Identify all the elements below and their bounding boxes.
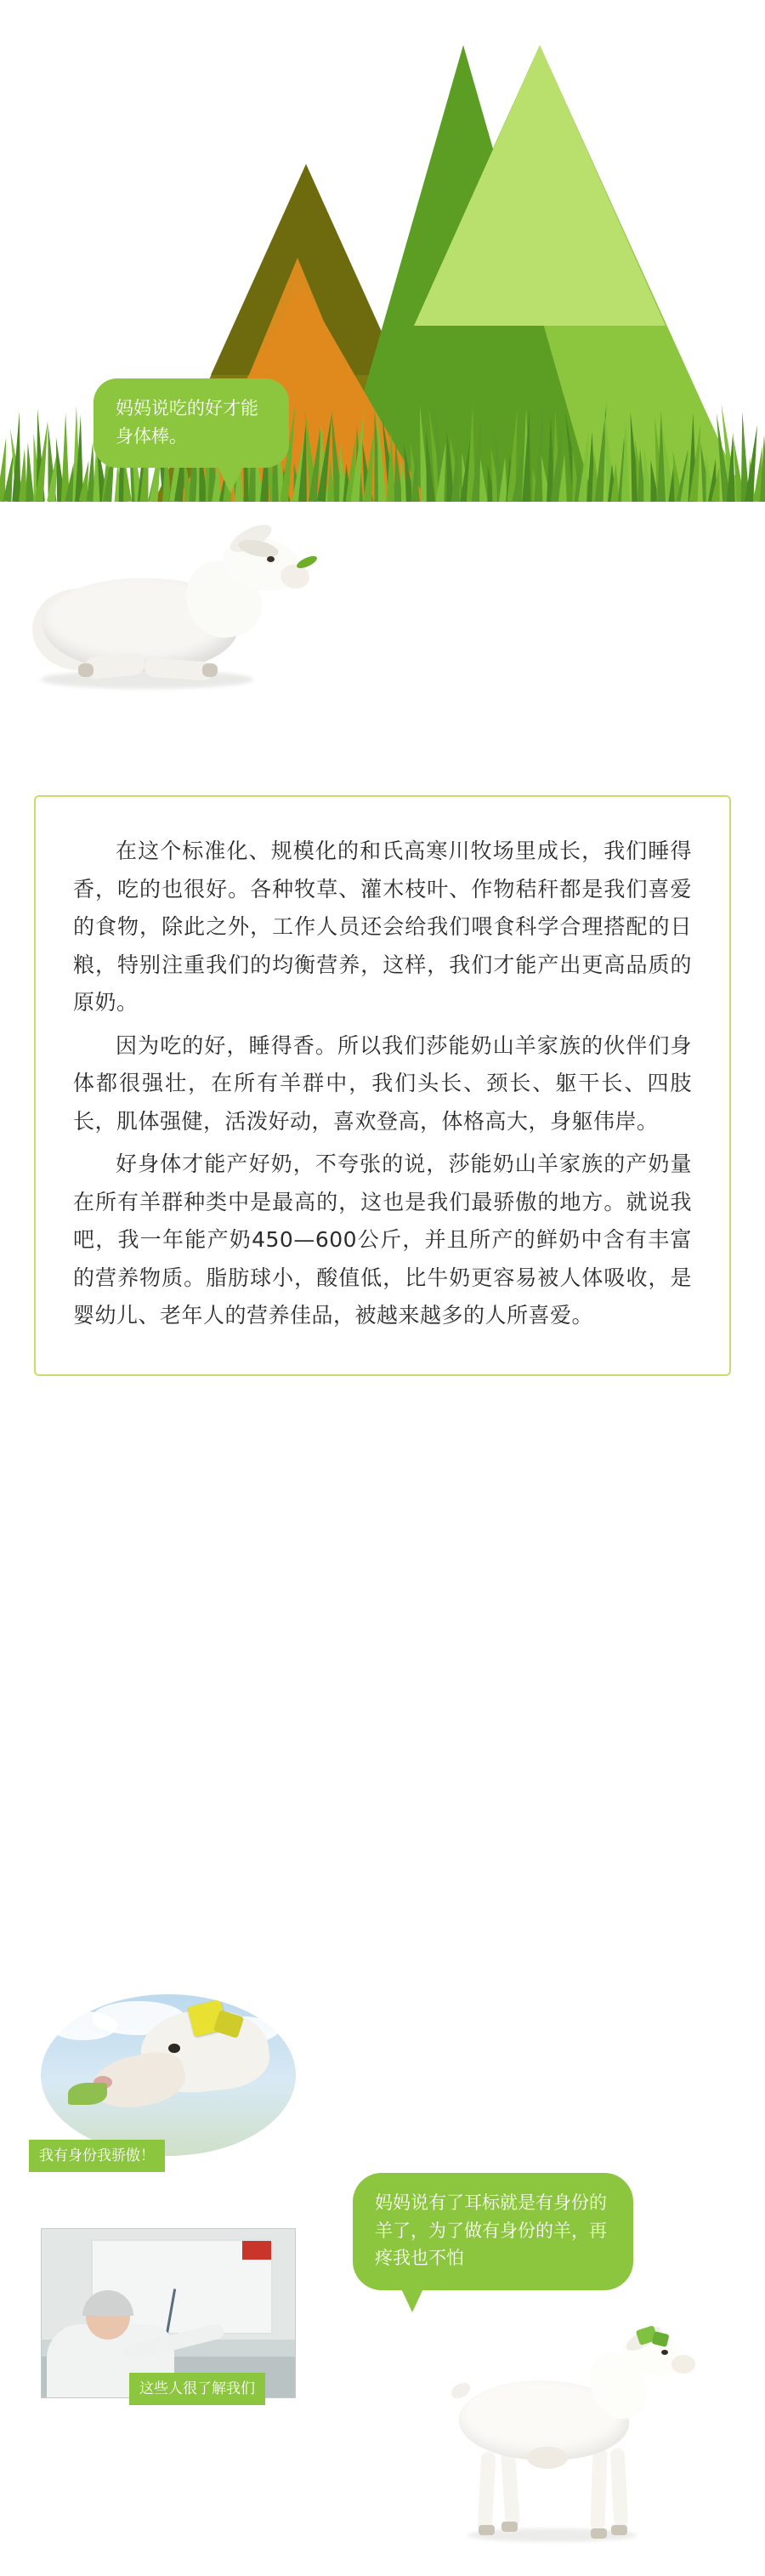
article-paragraph: 好身体才能产好奶，不夸张的说，莎能奶山羊家族的产奶量在所有羊群种类中是最高的，这也是我们最骄傲的地方。就说我吧，我一年能产奶450—600公斤，并且所产的鲜奶中含有丰富的营养物质。脂肪球小，酸值低，比牛奶更容易被人体吸收，是婴幼儿、老年人的营养佳品，被越来越多的人所喜爱。 [73, 1152, 692, 1328]
goat-standing-hoof [502, 2522, 518, 2532]
goat-hoof-back [202, 663, 218, 677]
caption-know-us: 这些人很了解我们 [129, 2373, 265, 2405]
photo-ear-tag-closeup [41, 1994, 296, 2156]
grass-blade-icon [760, 435, 765, 502]
mountain-right-cap-shape [414, 43, 666, 326]
hero-illustration [0, 0, 765, 765]
plant-foreground [68, 2083, 107, 2105]
goat-standing-illustration [425, 2334, 706, 2556]
speech-bubble-mom [94, 378, 289, 468]
goat-standing-hoof [591, 2528, 607, 2539]
speech-bubble-tail-icon [217, 464, 244, 493]
goat-hoof-front [78, 663, 94, 677]
goat-standing-muzzle [672, 2355, 695, 2374]
speech-bubble-eartag-text: 妈妈说有了耳标就是有身份的羊了，为了做有身份的羊，再疼我也不怕 [375, 2193, 607, 2269]
speech-bubble-tail-icon [400, 2287, 424, 2312]
goat-standing-leg [501, 2452, 520, 2528]
red-marker-block [242, 2241, 271, 2260]
goat-standing-eye [661, 2350, 668, 2355]
speech-bubble-eartag [353, 2173, 633, 2290]
goat-eye-photo [168, 2044, 180, 2053]
goat-standing-hoof [611, 2525, 627, 2535]
article-card [34, 795, 731, 1376]
goat-eye [267, 556, 275, 562]
goat-standing-udder [527, 2447, 568, 2469]
goat-standing-leg [478, 2452, 496, 2531]
article-paragraph: 在这个标准化、规模化的和氏高寒川牧场里成长，我们睡得香，吃的也很好。各种牧草、灌木枝叶、作物秸秆都是我们喜爱的食物，除此之外，工作人员还会给我们喂食科学合理搭配的日粮，特别注重我们的均衡营养，这样，我们才能产出更高品质的原奶。 [73, 839, 692, 1015]
caption-id-proud: 我有身份我骄傲！ [29, 2140, 165, 2172]
bottom-photo-section [0, 1973, 765, 2576]
goat-standing-hoof [479, 2525, 495, 2535]
goat-standing-tail [449, 2380, 473, 2402]
goat-standing-leg [590, 2448, 607, 2531]
speech-bubble-mom-text: 妈妈说吃的好才能身体棒。 [116, 399, 258, 446]
goat-lying-illustration [26, 527, 306, 723]
goat-standing-leg [610, 2448, 629, 2528]
article-paragraph: 因为吃的好，睡得香。所以我们莎能奶山羊家族的伙伴们身体都很强壮，在所有羊群中，我们头长、颈长、躯干长、四肢长，肌体强健，活泼好动，喜欢登高，体格高大，身躯伟岸。 [73, 1032, 692, 1134]
